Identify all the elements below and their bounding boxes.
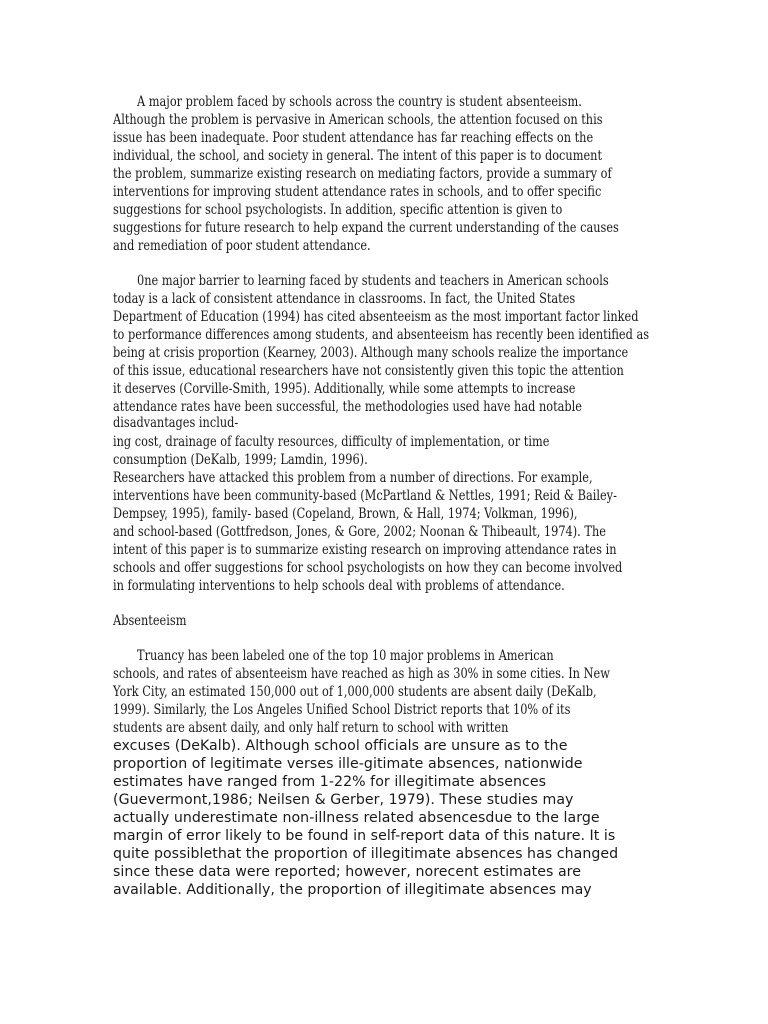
paragraph-3-line: available. Additionally, the proportion of illegitimate absences may [113, 881, 592, 898]
paragraph-3-line: excuses (DeKalb). Although school officials are unsure as to the [113, 737, 568, 754]
paragraph-1-line: individual, the school, and society in general. The intent of this paper is to document [113, 148, 603, 164]
paragraph-2-line: disadvantages includ- [113, 415, 239, 431]
paragraph-2-line: to performance differences among students, and absenteeism has recently been identified as [113, 327, 650, 343]
paragraph-2-line: 0ne major barrier to learning faced by students and teachers in American schools [137, 273, 609, 289]
paragraph-2-line: and school-based (Gottfredson, Jones, & Gore, 2002; Noonan & Thibeault, 1974). The [113, 524, 606, 540]
paragraph-1-line: suggestions for school psychologists. In addition, specific attention is given to [113, 202, 563, 218]
paragraph-3-line: schools, and rates of absenteeism have reached as high as 30% in some cities. In New [113, 666, 610, 682]
paragraph-2-line: ing cost, drainage of faculty resources, difficulty of implementation, or time [113, 434, 550, 450]
paragraph-2-line: of this issue, educational researchers have not consistently given this topic the attention [113, 363, 624, 379]
paragraph-2-line: consumption (DeKalb, 1999; Lamdin, 1996). [113, 452, 368, 468]
paragraph-2-line: it deserves (Corville-Smith, 1995). Additionally, while some attempts to increase [113, 381, 576, 397]
paragraph-2-line: being at crisis proportion (Kearney, 2003). Although many schools realize the importance [113, 345, 629, 361]
paragraph-1-line: interventions for improving student attendance rates in schools, and to offer specific [113, 184, 602, 200]
paragraph-2-line: Dempsey, 1995), family- based (Copeland, Brown, & Hall, 1974; Volkman, 1996), [113, 506, 578, 522]
paragraph-2-line: schools and offer suggestions for school psychologists on how they can become involved [113, 560, 623, 576]
paragraph-3-line: since these data were reported; however, norecent estimates are [113, 863, 581, 880]
paragraph-3-line: York City, an estimated 150,000 out of 1,000,000 students are absent daily (DeKalb, [113, 684, 597, 700]
paragraph-1-line: Although the problem is pervasive in American schools, the attention focused on this [113, 112, 603, 128]
paragraph-2-line: today is a lack of consistent attendance in classrooms. In fact, the United States [113, 291, 576, 307]
paragraph-2-line: intent of this paper is to summarize existing research on improving attendance rates in [113, 542, 617, 558]
paragraph-2-line: interventions have been community-based (McPartland & Nettles, 1991; Reid & Bailey- [113, 488, 617, 504]
paragraph-1-line: A major problem faced by schools across the country is student absenteeism. [137, 94, 582, 110]
paragraph-3-line: quite possiblethat the proportion of illegitimate absences has changed [113, 845, 619, 862]
paragraph-3-line: proportion of legitimate verses ille-gitimate absences, nationwide [113, 755, 583, 772]
paragraph-2-line: Researchers have attacked this problem from a number of directions. For example, [113, 470, 593, 486]
paragraph-1-line: suggestions for future research to help expand the current understanding of the causes [113, 220, 619, 236]
paragraph-1-line: issue has been inadequate. Poor student attendance has far reaching effects on the [113, 130, 594, 146]
paragraph-2-line: Department of Education (1994) has cited absenteeism as the most important factor linked [113, 309, 639, 325]
paragraph-1-line: and remediation of poor student attendance. [113, 238, 371, 254]
paragraph-3-line: Truancy has been labeled one of the top 10 major problems in American [137, 648, 554, 664]
paragraph-2-line: in formulating interventions to help schools deal with problems of attendance. [113, 578, 565, 594]
paragraph-3-line: estimates have ranged from 1-22% for illegitimate absences [113, 773, 547, 790]
paragraph-3-line: margin of error likely to be found in self-report data of this nature. It is [113, 827, 616, 844]
paragraph-2-line: attendance rates have been successful, the methodologies used have had notable [113, 399, 582, 415]
paragraph-3-line: 1999). Similarly, the Los Angeles Unified School District reports that 10% of its [113, 702, 571, 718]
paragraph-3-line: students are absent daily, and only half return to school with written [113, 720, 509, 736]
paragraph-3-line: (Guevermont,1986; Neilsen & Gerber, 1979). These studies may [113, 791, 574, 808]
paragraph-1-line: the problem, summarize existing research on mediating factors, provide a summary of [113, 166, 612, 182]
paragraph-3-line: actually underestimate non-illness related absencesdue to the large [113, 809, 600, 826]
section-heading: Absenteeism [113, 613, 187, 629]
